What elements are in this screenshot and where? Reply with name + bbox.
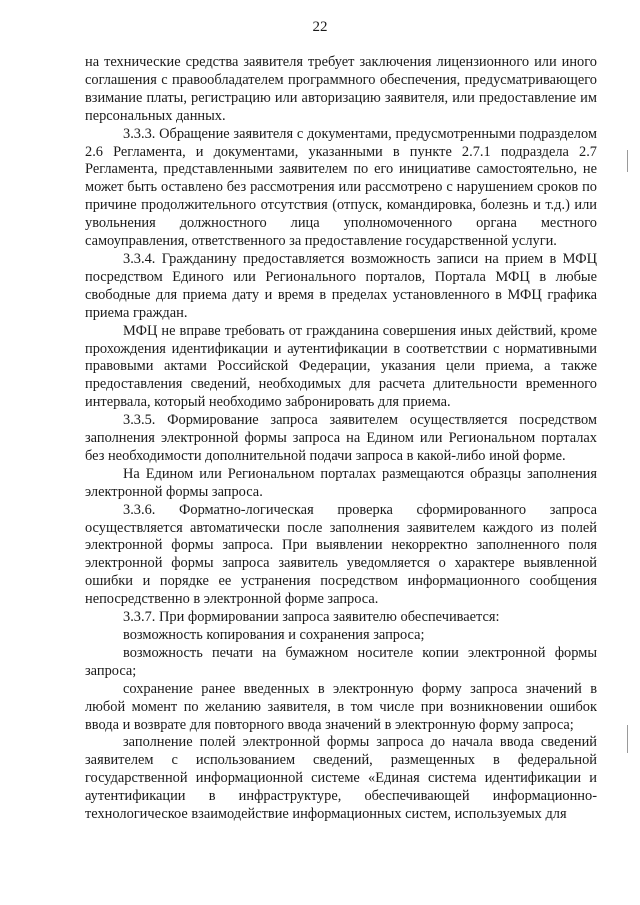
paragraph-mfc-requirements: МФЦ не вправе требовать от гражданина совершения иных действий, кроме прохождения идентификации и аутентификации в соответствии с нормативными правовыми актами Российской Федерации, указания цели приема, а также предоставления сведений, необходимых для расчета длительности временного интервала, который необходимо забронировать для приема. [85,322,597,411]
paragraph-3-3-7: 3.3.7. При формировании запроса заявителю обеспечивается: [123,609,500,626]
list-item-save-values: сохранение ранее введенных в электронную форму запроса значений в любой момент по желанию заявителя, в том числе при возникновении ошибок ввода и возврате для повторного ввода значений в электронную форму запроса; [85,680,597,733]
paragraph-3-3-3: 3.3.3. Обращение заявителя с документами, предусмотренными подразделом 2.6 Регламента, и документами, указанными в пункте 2.7.1 подраздела 2.7 Регламента, представленными заявителем по его инициативе самостоятельно, не может быть оставлено без рассмотрения или рассмотрено с нарушением сроков по причине продолжительного отсутствия (отпуск, командировка, болезнь и т.д.) или увольнения должностного лица уполномоченного органа местного самоуправления, ответственного за предоставление государственной услуги. [85,125,597,250]
paragraph-3-3-5: 3.3.5. Формирование запроса заявителем осуществляется посредством заполнения электронной формы запроса на Едином или Региональном порталах без необходимости дополнительной подачи запроса в какой-либо иной форме. [85,412,597,464]
document-body [85,54,597,824]
list-item-copy-save: возможность копирования и сохранения запроса; [123,627,425,643]
paragraph-continuation: на технические средства заявителя требует заключения лицензионного или иного соглашения с правообладателем программного обеспечения, предусматривающего взимание платы, регистрацию или авторизацию заявителя, или предоставление им персональных данных. [85,54,597,124]
scan-edge-mark [627,150,628,172]
scan-edge-mark [627,725,628,753]
list-item-print: возможность печати на бумажном носителе копии электронной формы запроса; [85,644,597,679]
list-item-prefill: заполнение полей электронной формы запроса до начала ввода сведений заявителем с использованием сведений, размещенных в федеральной государственной информационной системе «Единая система идентификации и аутентификации в инфраструктуре, обеспечивающей информационно-технологическое взаимодействие информационных систем, используемых для [85,734,597,823]
paragraph-3-3-6: 3.3.6. Форматно-логическая проверка сформированного запроса осуществляется автоматически после заполнения заявителем каждого из полей электронной формы запроса. При выявлении некорректно заполненного поля электронной формы запроса заявитель уведомляется о характере выявленной ошибки и порядке ее устранения посредством информационного сообщения непосредственно в электронной форме запроса. [85,501,597,608]
page-number: 22 [312,19,328,35]
paragraph-form-samples: На Едином или Региональном порталах размещаются образцы заполнения электронной формы запроса. [85,465,597,500]
paragraph-3-3-4: 3.3.4. Гражданину предоставляется возможность записи на прием в МФЦ посредством Единого или Регионального порталов, Портала МФЦ в любые свободные для приема дату и время в пределах установленного в МФЦ графика приема граждан. [85,250,597,321]
